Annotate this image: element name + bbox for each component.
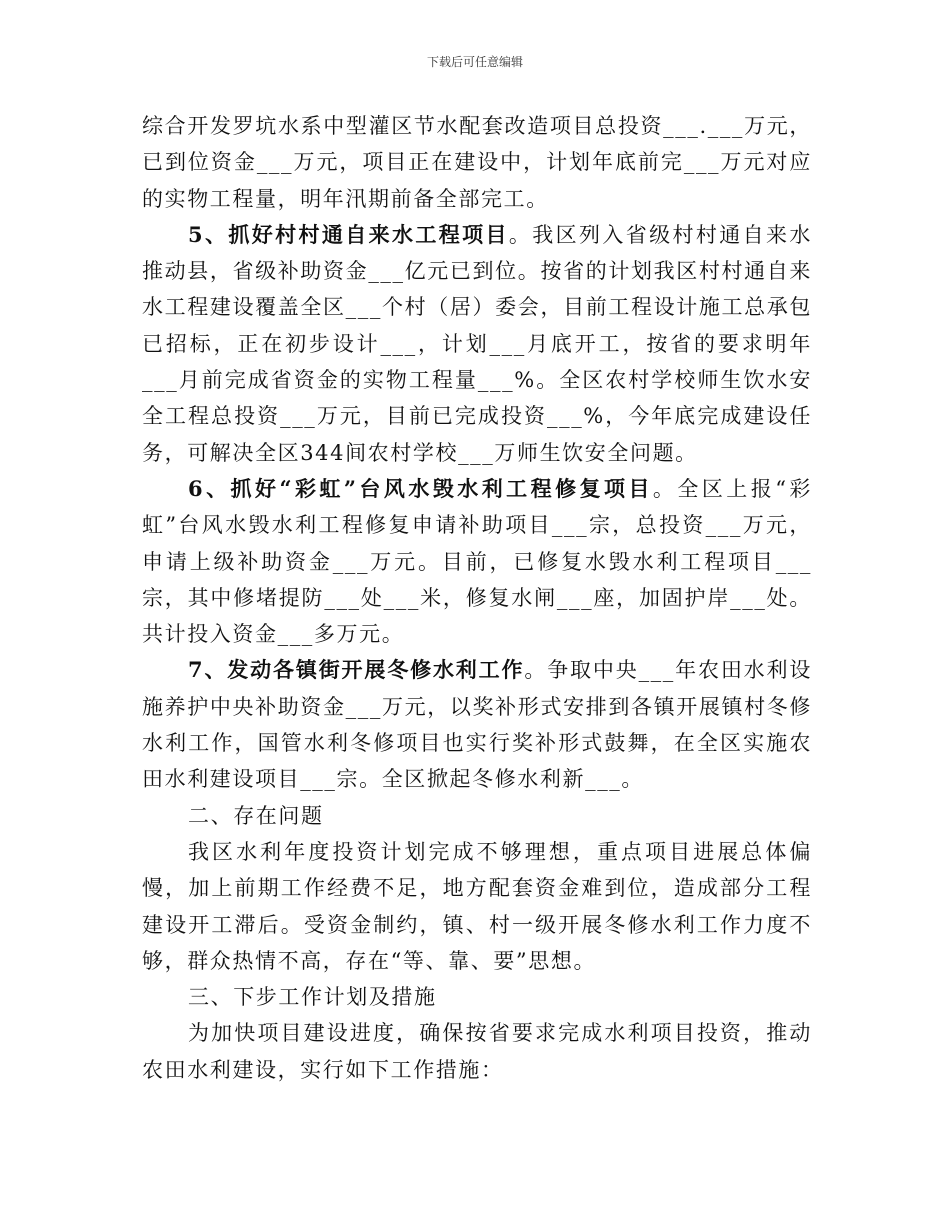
item-5-text: 。我区列入省级村村通自来水推动县，省级补助资金___亿元已到位。按省的计划我区村村通自来水工程建设覆盖全区___个村（居）委会，目前工程设计施工总承包已招标，正在初步设计___，计划___月底开工，按省的要求明年___月前完成省资金的实物工程量___%。全区农村学校师生饮水安全工程总投资___万元，目前已完成投资___%，今年底完成建设任务，可解决全区344间农村学校___万师生饮安全问题。 bbox=[142, 222, 812, 465]
item-7-text: 。争取中央___年农田水利设施养护中央补助资金___万元，以奖补形式安排到各镇开展镇村冬修水利工作，国管水利冬修项目也实行奖补形式鼓舞，在全区实施农田水利建设项目___宗。全区掀起冬修水利新___。 bbox=[142, 658, 812, 792]
paragraph-problems: 我区水利年度投资计划完成不够理想，重点项目进展总体偏慢，加上前期工作经费不足，地方配套资金难到位，造成部分工程建设开工滞后。受资金制约，镇、村一级开展冬修水利工作力度不够，群众热情不高，存在“等、靠、要”思想。 bbox=[142, 839, 812, 973]
paragraph-next-steps: 为加快项目建设进度，确保按省要求完成水利项目投资，推动农田水利建设，实行如下工作措施： bbox=[142, 1021, 812, 1082]
paragraph-item-7 bbox=[142, 652, 812, 797]
item-6-text: 。全区上报“彩虹”台风水毁水利工程修复申请补助项目___宗，总投资___万元，申请上级补助资金___万元。目前，已修复水毁水利工程项目___宗，其中修堵提防___处___米，修复水闸___座，加固护岸___处。共计投入资金___多万元。 bbox=[142, 476, 812, 647]
paragraph-text: 综合开发罗坑水系中型灌区节水配套改造项目总投资___.___万元，已到位资金___万元，项目正在建设中，计划年底前完___万元对应的实物工程量，明年汛期前备全部完工。 bbox=[142, 114, 812, 211]
document-body bbox=[142, 108, 812, 1088]
page-header: 下载后可任意编辑 bbox=[426, 55, 523, 69]
section-heading-problems: 二、存在问题 bbox=[188, 803, 324, 828]
paragraph-irrigation-project bbox=[142, 108, 812, 217]
paragraph-item-6 bbox=[142, 471, 812, 652]
item-5-title: 5、抓好村村通自来水工程项目 bbox=[188, 221, 509, 247]
paragraph-item-5 bbox=[142, 217, 812, 471]
item-6-title: 6、抓好“彩虹”台风水毁水利工程修复项目 bbox=[188, 475, 653, 501]
section-heading-next-steps: 三、下步工作计划及措施 bbox=[188, 985, 437, 1010]
item-7-title: 7、发动各镇街开展冬修水利工作 bbox=[188, 657, 525, 683]
